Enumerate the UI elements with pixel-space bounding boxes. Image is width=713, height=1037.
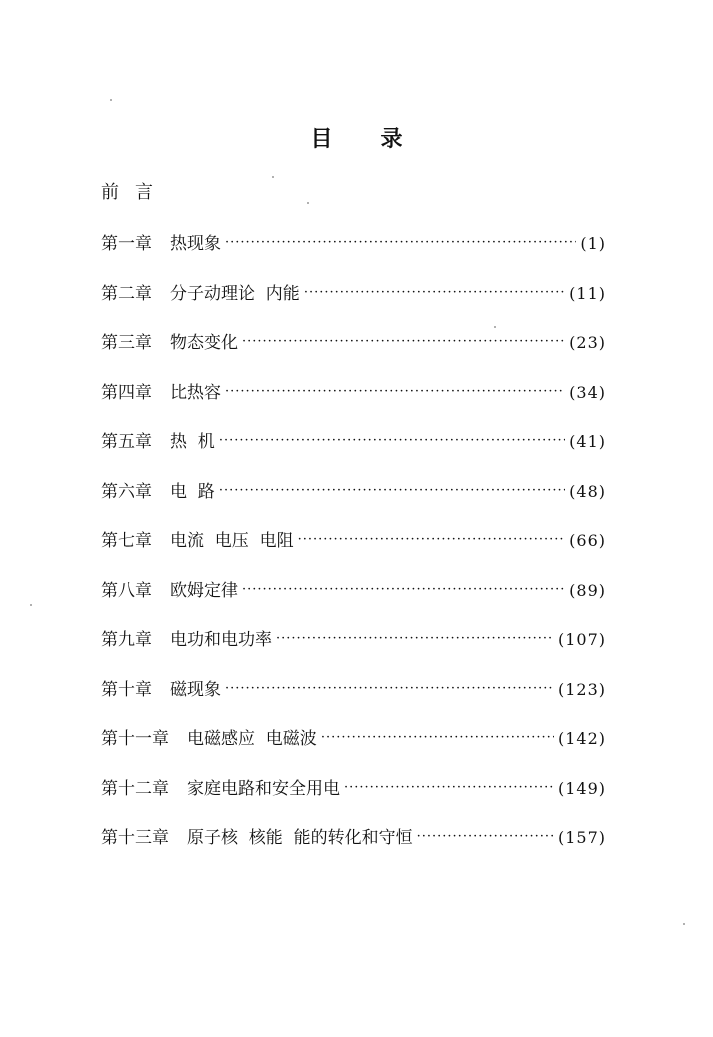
toc-chapter-label: 第九章 [101,630,152,650]
toc-page-number: (23) [569,333,606,352]
scan-speck [272,176,274,178]
toc-dot-leader [225,681,554,696]
toc-page-number: (107) [557,630,606,649]
toc-chapter-title: 原子核 核能 能的转化和守恒 [187,828,413,848]
toc-dot-leader [298,532,566,547]
scan-speck [307,202,309,204]
toc-page-number: (157) [557,828,606,847]
toc-chapter-title: 热现象 [170,234,221,254]
toc-row [101,576,606,602]
toc-dot-leader [225,235,576,250]
toc-dot-leader [219,433,565,448]
toc-chapter-title: 热 机 [170,432,215,452]
toc-page-number: (41) [569,432,606,451]
toc-dot-leader [321,730,554,745]
toc-chapter-label: 第八章 [101,581,152,601]
toc-dot-leader [344,780,554,795]
toc-row [101,774,606,800]
toc-page-number: (66) [569,531,606,550]
toc-row [101,724,606,750]
scan-speck [30,604,32,606]
scan-speck [683,923,685,925]
toc-page-number: (1) [580,234,606,253]
toc-dot-leader [276,631,554,646]
toc-chapter-label: 第十一章 [101,729,169,749]
toc-chapter-title: 电 路 [170,482,215,502]
toc-chapter-title: 欧姆定律 [170,581,238,601]
toc-chapter-label: 第十章 [101,680,152,700]
toc-row [101,229,606,255]
toc-row [101,427,606,453]
toc-page-number: (48) [569,482,606,501]
toc-chapter-label: 第十三章 [101,828,169,848]
toc-page-number: (142) [557,729,606,748]
scan-speck [110,99,112,101]
toc-chapter-title: 电流 电压 电阻 [170,531,294,551]
toc-page-number: (149) [557,779,606,798]
toc-dot-leader [242,334,565,349]
toc-chapter-title: 物态变化 [170,333,238,353]
toc-row [101,823,606,849]
toc-dot-leader [219,483,565,498]
toc-row [101,328,606,354]
toc-chapter-label: 第五章 [101,432,152,452]
toc-chapter-title: 电磁感应 电磁波 [187,729,317,749]
toc-row [101,625,606,651]
toc-page-number: (89) [569,581,606,600]
toc-page-number: (34) [569,383,606,402]
toc-chapter-title: 电功和电功率 [170,630,272,650]
toc-chapter-label: 第七章 [101,531,152,551]
toc-row [101,378,606,404]
scan-speck [494,326,496,328]
toc-row [101,477,606,503]
toc-page-number: (11) [569,284,606,303]
toc-page-number: (123) [557,680,606,699]
toc-dot-leader [304,285,565,300]
toc-chapter-label: 第二章 [101,284,152,304]
toc-chapter-title: 比热容 [170,383,221,403]
toc-row [101,675,606,701]
preface-entry: 前言 [101,182,169,203]
toc-chapter-title: 家庭电路和安全用电 [187,779,340,799]
toc-chapter-title: 磁现象 [170,680,221,700]
page-title: 目录 [310,127,451,152]
toc-chapter-label: 第十二章 [101,779,169,799]
toc-chapter-label: 第四章 [101,383,152,403]
toc-chapter-label: 第六章 [101,482,152,502]
toc-row [101,279,606,305]
toc-dot-leader [417,829,554,844]
toc-dot-leader [225,384,565,399]
toc-chapter-title: 分子动理论 内能 [170,284,300,304]
toc-dot-leader [242,582,565,597]
toc-row [101,526,606,552]
toc-chapter-label: 第一章 [101,234,152,254]
toc-chapter-label: 第三章 [101,333,152,353]
